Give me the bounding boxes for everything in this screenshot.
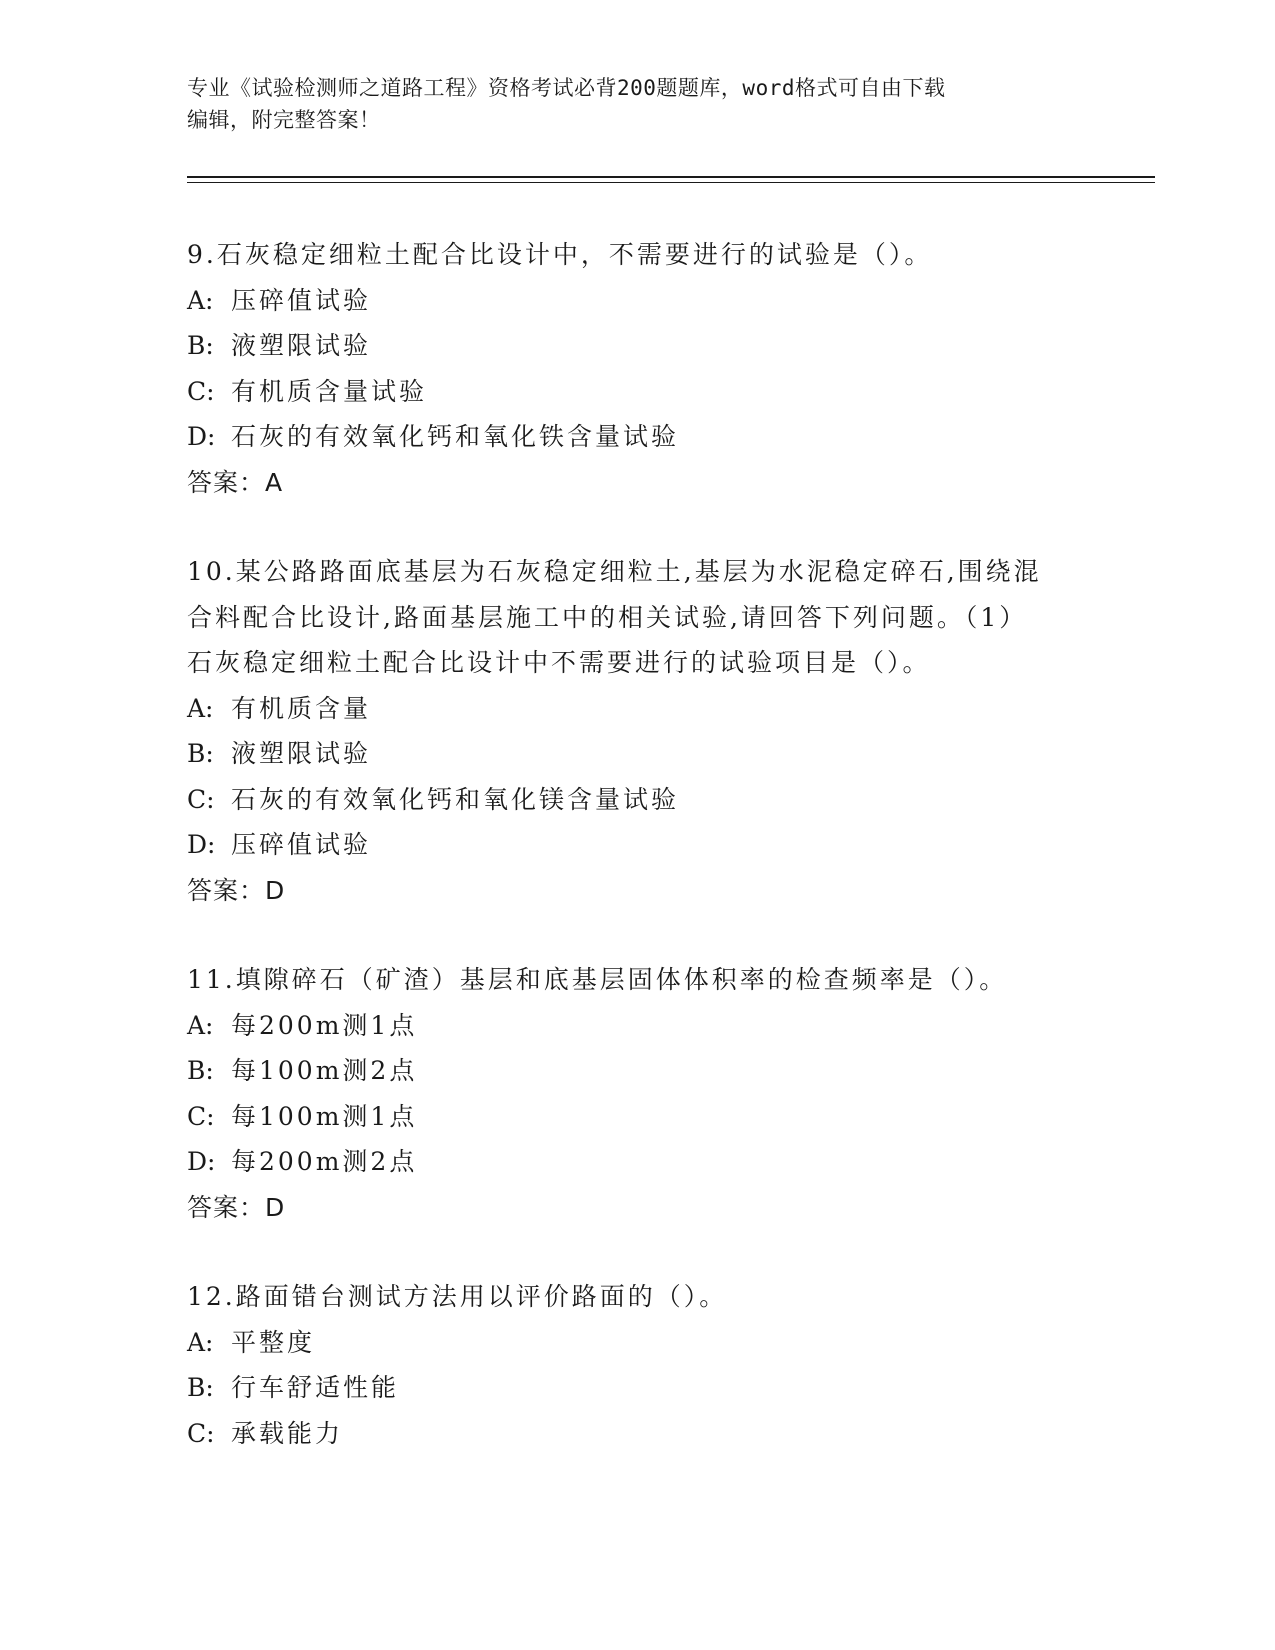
option-text: 液塑限试验 <box>231 739 372 768</box>
question-9 <box>187 232 1087 505</box>
option-label: D: <box>187 422 216 451</box>
option-text: 承载能力 <box>231 1418 344 1448</box>
question-stem: 9.石灰稳定细粒土配合比设计中，不需要进行的试验是（）。 <box>187 240 933 269</box>
option-b <box>187 323 1087 369</box>
question-stem: 石灰稳定细粒土配合比设计中不需要进行的试验项目是（）。 <box>187 648 931 677</box>
answer-line: 答案：D <box>187 1192 286 1222</box>
option-label: D: <box>187 1147 216 1176</box>
option-c <box>187 777 1087 823</box>
option-label: C: <box>187 1418 215 1448</box>
option-text: 液塑限试验 <box>231 331 372 360</box>
answer-line: 答案：D <box>187 875 286 905</box>
option-text: 有机质含量 <box>231 693 372 723</box>
option-label: C: <box>187 784 215 814</box>
option-text: 压碎值试验 <box>231 285 372 315</box>
option-a <box>187 686 1087 732</box>
option-text: 每100m测2点 <box>231 1056 418 1085</box>
document-header <box>187 72 1087 136</box>
option-text: 每100m测1点 <box>231 1101 418 1131</box>
option-c <box>187 369 1087 415</box>
option-text: 行车舒适性能 <box>231 1373 400 1402</box>
question-stem: 12.路面错台测试方法用以评价路面的（）。 <box>187 1282 728 1311</box>
question-11 <box>187 957 1087 1230</box>
option-label: C: <box>187 376 215 406</box>
option-label: C: <box>187 1101 215 1131</box>
option-text: 压碎值试验 <box>231 830 372 859</box>
option-label: B: <box>187 331 214 360</box>
option-text: 有机质含量试验 <box>231 376 428 406</box>
option-a <box>187 1003 1087 1049</box>
option-label: B: <box>187 1056 214 1085</box>
option-label: A: <box>187 693 214 723</box>
question-stem: 11.填隙碎石（矿渣）基层和底基层固体体积率的检查频率是（）。 <box>187 965 1008 994</box>
option-text: 每200m测2点 <box>231 1147 418 1176</box>
option-b <box>187 731 1087 777</box>
option-label: A: <box>187 1327 214 1357</box>
question-stem: 10.某公路路面底基层为石灰稳定细粒土,基层为水泥稳定碎石,围绕混 <box>187 557 1042 586</box>
option-label: D: <box>187 830 216 859</box>
option-d <box>187 1139 1087 1185</box>
option-b <box>187 1048 1087 1094</box>
option-c <box>187 1094 1087 1140</box>
option-label: A: <box>187 285 214 315</box>
option-c <box>187 1411 1087 1457</box>
option-text: 每200m测1点 <box>231 1010 418 1040</box>
header-line-1: 专业《试验检测师之道路工程》资格考试必背200题题库，word格式可自由下载 <box>187 76 946 100</box>
question-list <box>187 232 1087 1500</box>
header-line-2: 编辑，附完整答案！ <box>187 108 381 132</box>
option-a <box>187 1320 1087 1366</box>
option-a <box>187 278 1087 324</box>
header-rule-thin <box>187 182 1155 183</box>
option-label: B: <box>187 739 214 768</box>
question-10 <box>187 549 1087 913</box>
option-text: 平整度 <box>231 1327 316 1357</box>
option-label: A: <box>187 1010 214 1040</box>
option-d <box>187 414 1087 460</box>
question-12 <box>187 1274 1087 1456</box>
option-label: B: <box>187 1373 214 1402</box>
question-stem: 合料配合比设计,路面基层施工中的相关试验,请回答下列问题。（1） <box>187 602 1028 632</box>
answer-line: 答案：A <box>187 467 284 497</box>
option-text: 石灰的有效氧化钙和氧化镁含量试验 <box>231 784 680 814</box>
header-rule-thick <box>187 176 1155 178</box>
option-d <box>187 822 1087 868</box>
option-text: 石灰的有效氧化钙和氧化铁含量试验 <box>231 422 680 451</box>
option-b <box>187 1365 1087 1411</box>
